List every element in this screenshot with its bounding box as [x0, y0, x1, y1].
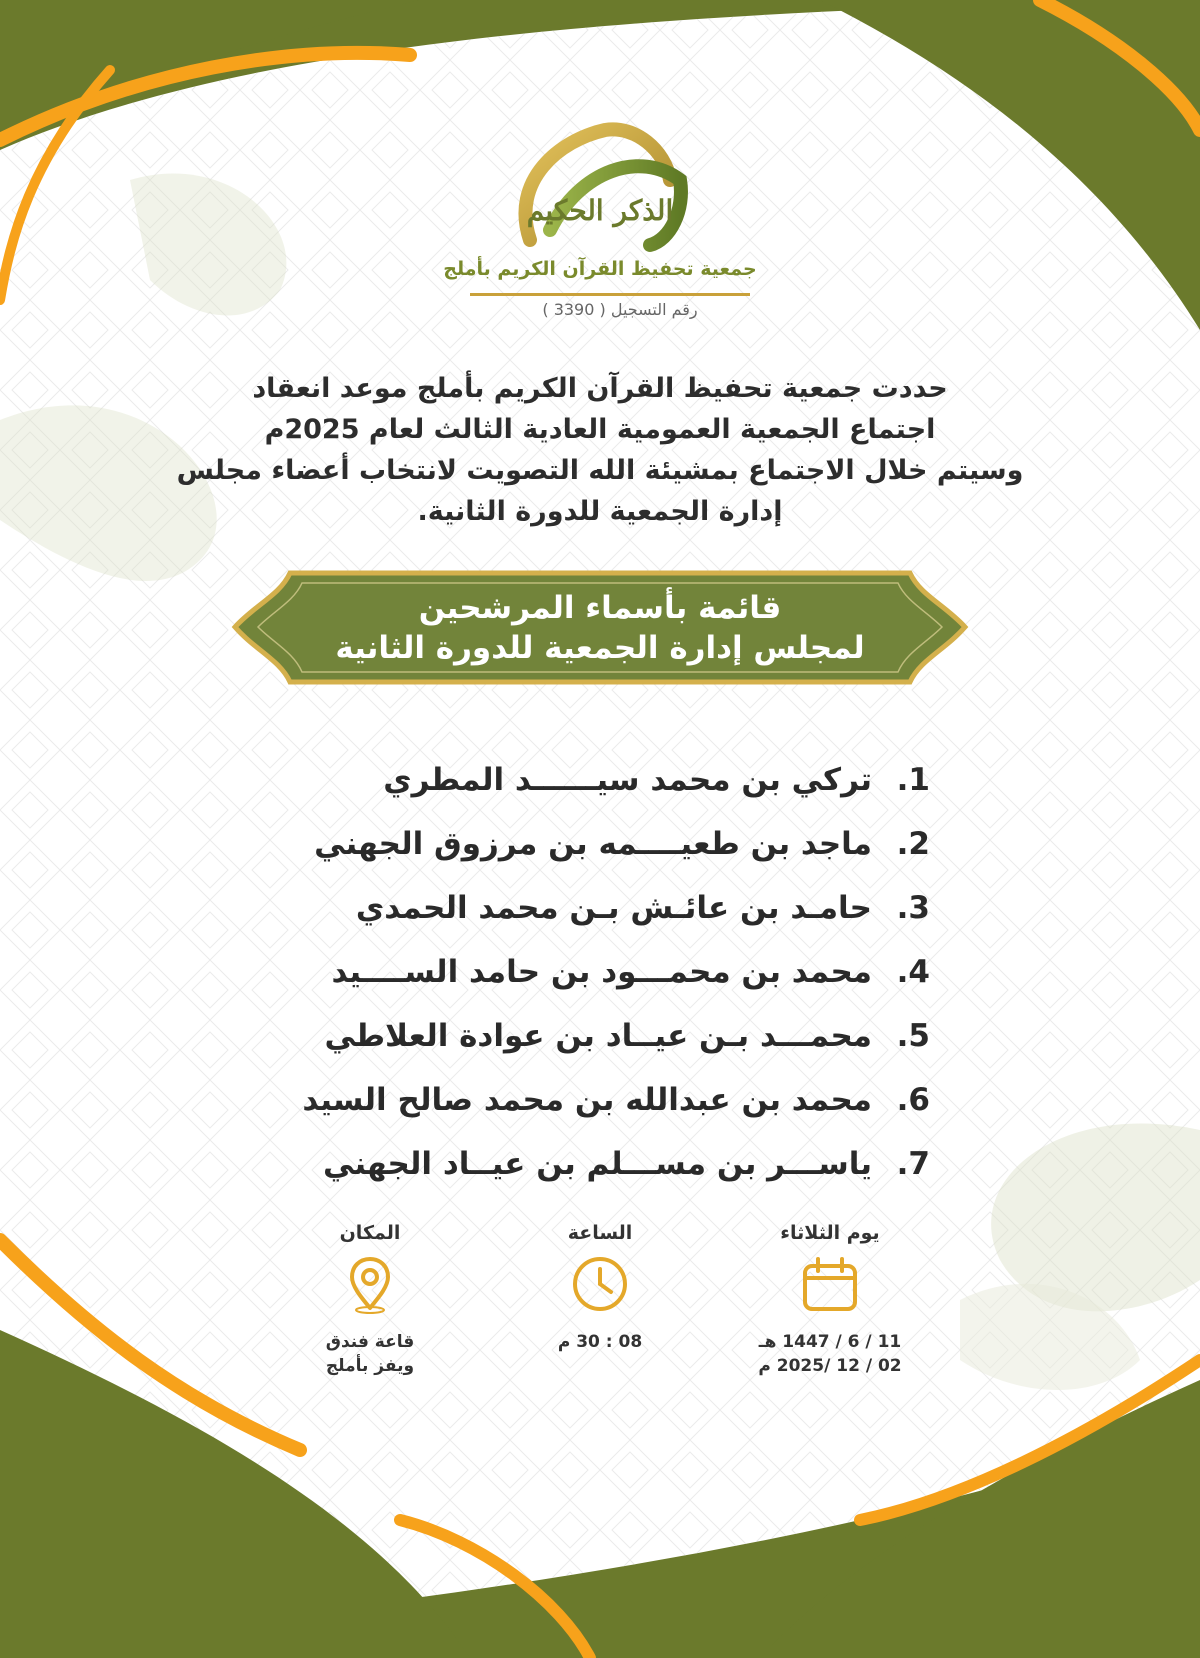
- place-label: المكان: [339, 1222, 401, 1244]
- date-info: [730, 1222, 930, 1378]
- candidates-banner: [230, 565, 970, 690]
- registration-number: رقم التسجيل ( 3390 ): [542, 300, 698, 319]
- list-item: [250, 1132, 930, 1196]
- candidate-name: حامـد بن عائـش بـن محمد الحمدي: [355, 890, 872, 926]
- list-item-number: 4.: [896, 954, 930, 990]
- banner-title-line2: لمجلس إدارة الجمعية للدورة الثانية: [335, 629, 865, 666]
- list-item: [250, 1004, 930, 1068]
- venue-line2: ويفز بأملج: [325, 1356, 415, 1376]
- list-item: [250, 748, 930, 812]
- org-name: جمعية تحفيظ القرآن الكريم بأملج: [443, 258, 757, 280]
- calendar-icon: [800, 1254, 860, 1314]
- announcement-line: حددت جمعية تحفيظ القرآن الكريم بأملج موعد انعقاد: [252, 373, 948, 404]
- announcement-text: [160, 368, 1040, 532]
- candidate-name: ماجد بن طعيــــمه بن مرزوق الجهني: [314, 826, 872, 862]
- banner-title-line1: قائمة بأسماء المرشحين: [418, 589, 782, 626]
- candidate-name: محمد بن محمـــود بن حامد الســــيد: [331, 954, 872, 990]
- announcement-line: إدارة الجمعية للدورة الثانية.: [417, 496, 783, 527]
- list-item: [250, 940, 930, 1004]
- candidate-name: ياســـر بن مســـلم بن عيــاد الجهني: [322, 1146, 872, 1182]
- gregorian-date: 02 / 12 /2025 م: [758, 1356, 902, 1376]
- list-item-number: 6.: [896, 1082, 930, 1118]
- candidate-name: تركي بن محمد سيــــــد المطري: [383, 762, 872, 798]
- clock-icon: [570, 1254, 630, 1314]
- announcement-line: وسيتم خلال الاجتماع بمشيئة الله التصويت لانتخاب أعضاء مجلس: [176, 455, 1024, 486]
- time-label: الساعة: [567, 1222, 633, 1244]
- list-item-number: 1.: [896, 762, 930, 798]
- logo-emblem-icon: [430, 120, 770, 260]
- place-info: [270, 1222, 470, 1378]
- list-item: [250, 812, 930, 876]
- candidate-name: محمد بن عبدالله بن محمد صالح السيد: [302, 1082, 872, 1118]
- location-pin-icon: [340, 1254, 400, 1314]
- divider: [470, 293, 750, 296]
- hijri-date: 11 / 6 / 1447 هـ: [758, 1332, 902, 1352]
- candidate-name: محمـــد بـن عيــاد بن عوادة العلاطي: [324, 1018, 872, 1054]
- time-info: [500, 1222, 700, 1354]
- announcement-line: اجتماع الجمعية العمومية العادية الثالث لعام 2025م: [264, 414, 936, 445]
- logo-text: الذكر الحكيم: [526, 194, 674, 227]
- list-item-number: 2.: [896, 826, 930, 862]
- venue-line1: قاعة فندق: [325, 1332, 415, 1352]
- logo: [430, 120, 770, 264]
- list-item: [250, 1068, 930, 1132]
- list-item: [250, 876, 930, 940]
- list-item-number: 5.: [896, 1018, 930, 1054]
- candidate-list: [250, 748, 930, 1196]
- list-item-number: 3.: [896, 890, 930, 926]
- date-label: يوم الثلاثاء: [780, 1222, 880, 1244]
- list-item-number: 7.: [896, 1146, 930, 1182]
- meeting-time: 08 : 30 م: [557, 1332, 643, 1352]
